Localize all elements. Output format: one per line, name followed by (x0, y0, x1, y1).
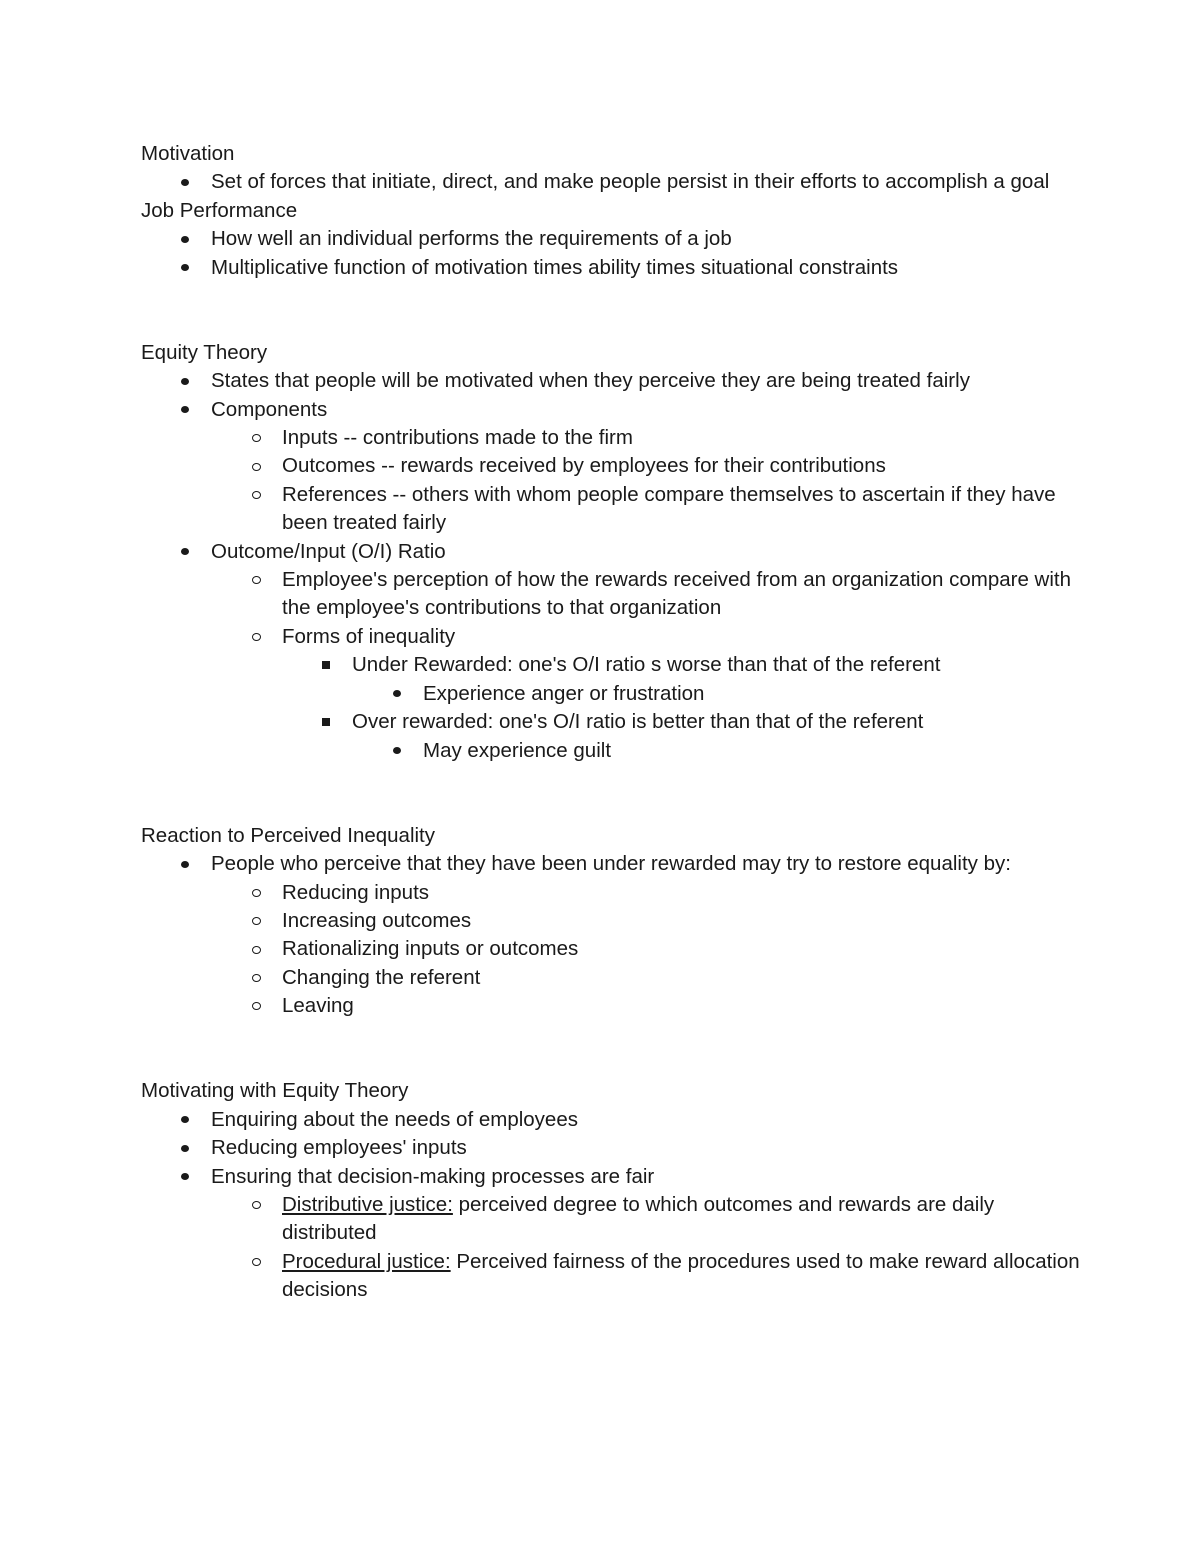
list-item: May experience guilt (141, 737, 1081, 765)
bullet-circle-icon (246, 935, 266, 963)
list-item: Components (141, 396, 1081, 424)
list-item: Outcome/Input (O/I) Ratio (141, 538, 1081, 566)
bullet-circle-icon (246, 566, 266, 594)
bullet-circle-icon (246, 1248, 266, 1276)
bullet-disc-icon (175, 1106, 195, 1134)
list-item: Reducing inputs (141, 879, 1081, 907)
bullet-circle-icon (246, 879, 266, 907)
bullet-disc-icon (175, 1134, 195, 1162)
bullet-circle-icon (246, 481, 266, 509)
bullet-circle-icon (246, 907, 266, 935)
job-performance-list (141, 225, 1081, 282)
list-item: Experience anger or frustration (141, 680, 1081, 708)
bullet-disc-icon (175, 1163, 195, 1191)
list-item: How well an individual performs the requirements of a job (141, 225, 1081, 253)
list-item: Under Rewarded: one's O/I ratio s worse than that of the referent (141, 651, 1081, 679)
heading-motivating: Motivating with Equity Theory (141, 1079, 409, 1103)
bullet-disc-icon (175, 538, 195, 566)
list-item: Ensuring that decision-making processes are fair (141, 1163, 1081, 1191)
bullet-disc-icon (175, 254, 195, 282)
spacer (141, 765, 1081, 822)
motivation-list (141, 168, 1081, 196)
equity-theory-list (141, 367, 1081, 765)
list-item: Forms of inequality (141, 623, 1081, 651)
bullet-circle-icon (246, 452, 266, 480)
bullet-circle-icon (246, 964, 266, 992)
bullet-square-icon (316, 651, 336, 679)
motivating-list (141, 1106, 1081, 1305)
bullet-disc-icon (387, 680, 407, 708)
bullet-circle-icon (246, 424, 266, 452)
bullet-disc-icon (387, 737, 407, 765)
list-item: Leaving (141, 992, 1081, 1020)
bullet-disc-icon (175, 850, 195, 878)
list-item: Distributive justice: perceived degree to which outcomes and rewards are daily distributed (141, 1191, 1081, 1248)
list-item: Multiplicative function of motivation times ability times situational constraints (141, 254, 1081, 282)
list-item: Increasing outcomes (141, 907, 1081, 935)
heading-motivation: Motivation (141, 142, 235, 165)
term-procedural-justice: Procedural justice: (282, 1249, 451, 1273)
spacer (141, 1021, 1081, 1078)
list-item: Outcomes -- rewards received by employees for their contributions (141, 452, 1081, 480)
spacer (141, 282, 1081, 339)
bullet-disc-icon (175, 168, 195, 196)
bullet-disc-icon (175, 396, 195, 424)
bullet-circle-icon (246, 1191, 266, 1219)
list-item: Set of forces that initiate, direct, and make people persist in their efforts to accomplish a goal (141, 168, 1081, 196)
heading-equity-theory: Equity Theory (141, 340, 268, 364)
list-item: Rationalizing inputs or outcomes (141, 935, 1081, 963)
reaction-list (141, 850, 1081, 1020)
bullet-square-icon (316, 708, 336, 736)
bullet-disc-icon (175, 367, 195, 395)
term-distributive-justice: Distributive justice: (282, 1192, 453, 1216)
list-item: References -- others with whom people compare themselves to ascertain if they have been treated fairly (141, 481, 1081, 538)
list-item: Employee's perception of how the rewards received from an organization compare with the employee's contributions to that organization (141, 566, 1081, 623)
list-item: Enquiring about the needs of employees (141, 1106, 1081, 1134)
list-item: Over rewarded: one's O/I ratio is better than that of the referent (141, 708, 1081, 736)
heading-reaction: Reaction to Perceived Inequality (141, 823, 436, 847)
list-item: Procedural justice: Perceived fairness of the procedures used to make reward allocation decisions (141, 1248, 1081, 1305)
heading-job-performance: Job Performance (141, 198, 298, 222)
list-item: Inputs -- contributions made to the firm (141, 424, 1081, 452)
bullet-circle-icon (246, 992, 266, 1020)
list-item: States that people will be motivated when they perceive they are being treated fairly (141, 367, 1081, 395)
list-item: Changing the referent (141, 964, 1081, 992)
bullet-disc-icon (175, 225, 195, 253)
list-item: Reducing employees' inputs (141, 1134, 1081, 1162)
document-body (141, 140, 1081, 1305)
list-item: People who perceive that they have been under rewarded may try to restore equality by: (141, 850, 1081, 878)
bullet-circle-icon (246, 623, 266, 651)
